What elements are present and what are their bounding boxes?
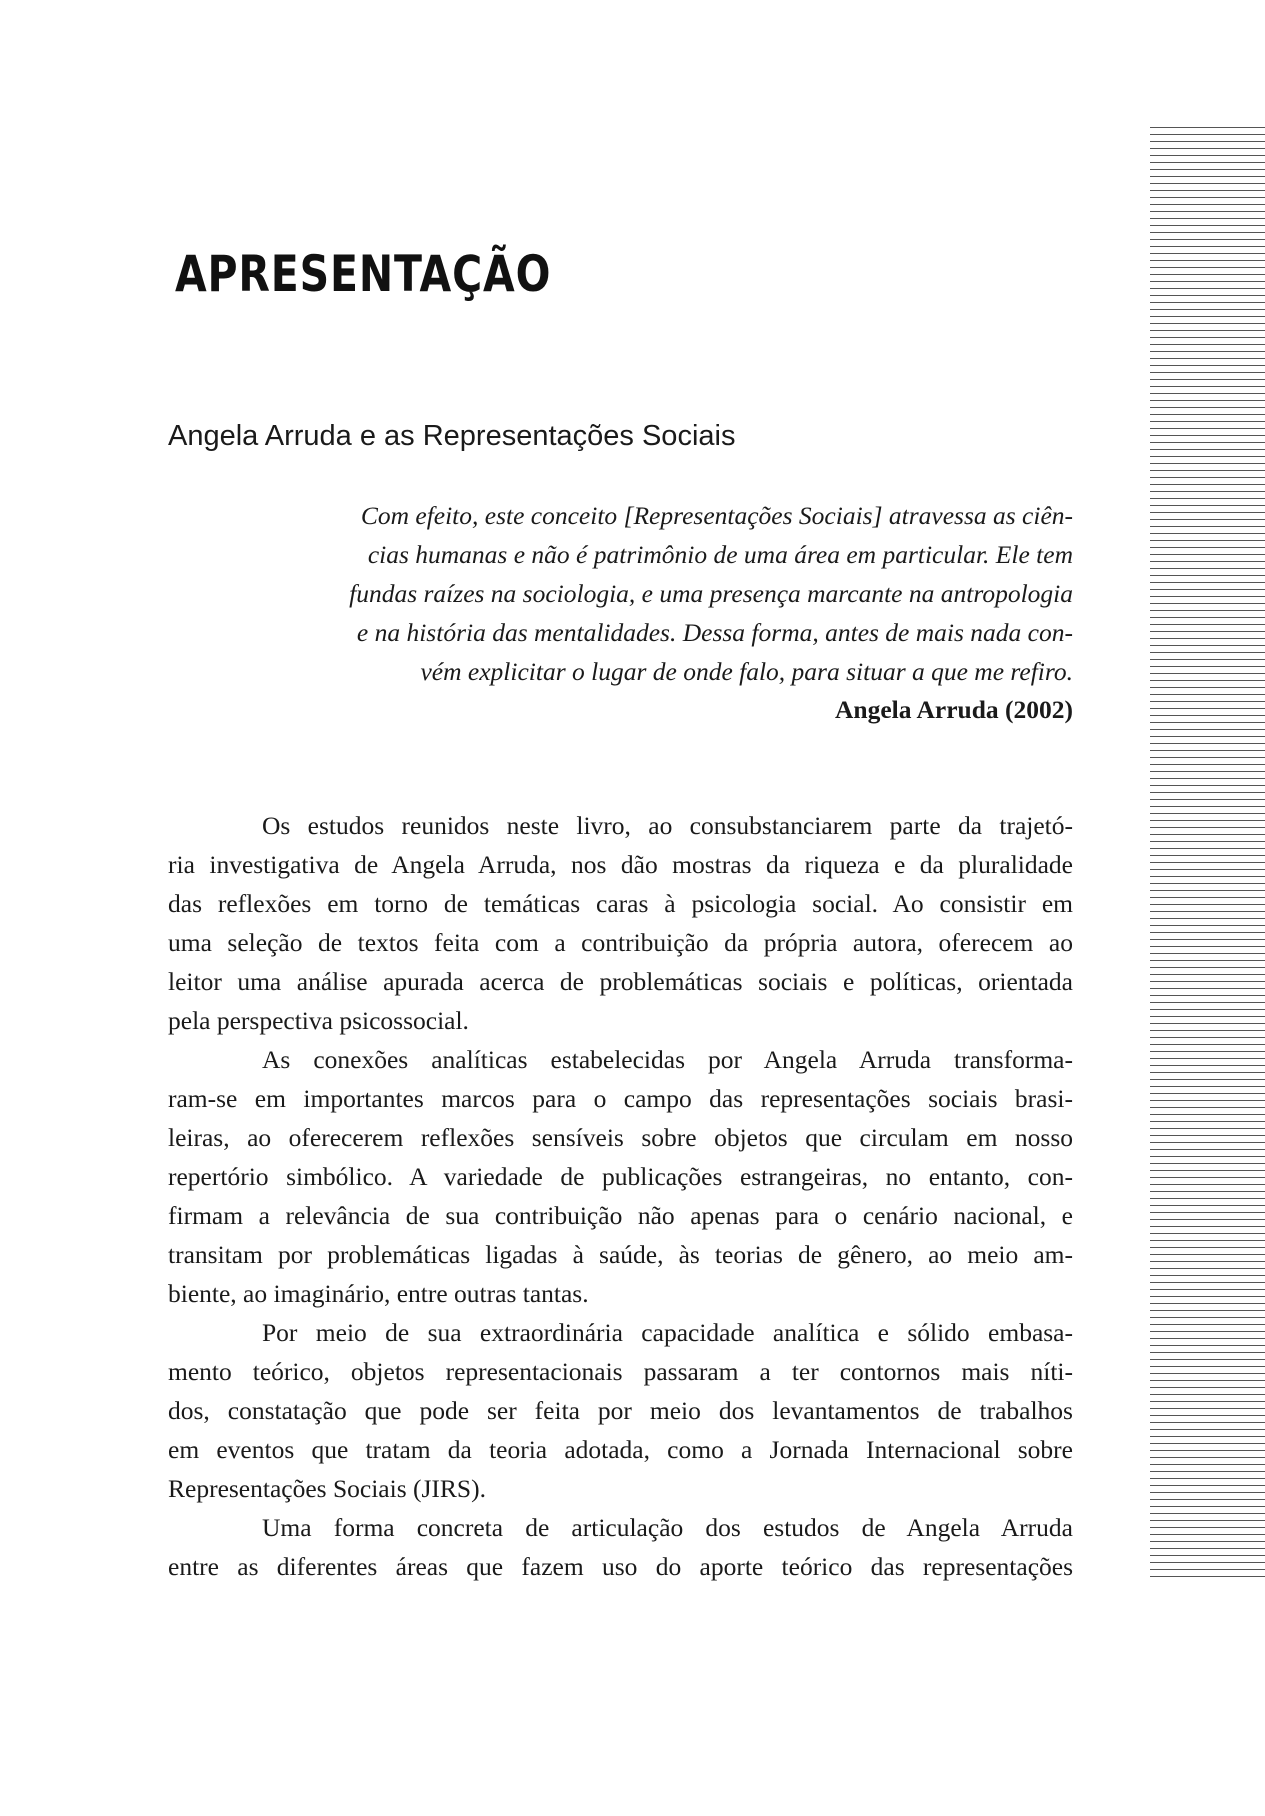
text-line: dos, constatação que pode ser feita por meio dos levantamentos de trabalhos <box>168 1396 1073 1425</box>
text-line: uma seleção de textos feita com a contribuição da própria autora, oferecem ao <box>168 928 1073 957</box>
epigraph-line: fundas raízes na sociologia, e uma presença marcante na antropologia <box>349 579 1073 608</box>
text-line: biente, ao imaginário, entre outras tantas. <box>168 1279 589 1308</box>
chapter-title: APRESENTAÇÃO <box>175 245 552 303</box>
body-text <box>168 806 1073 1586</box>
epigraph-quote <box>255 496 1073 691</box>
text-line: Uma forma concreta de articulação dos estudos de Angela Arruda <box>262 1513 1073 1542</box>
text-line: leiras, ao oferecerem reflexões sensíveis sobre objetos que circulam em nosso <box>168 1123 1073 1152</box>
epigraph-line: e na história das mentalidades. Dessa forma, antes de mais nada con- <box>356 618 1073 647</box>
epigraph-line: Com efeito, este conceito [Representações Sociais] atravessa as ciên- <box>360 501 1073 530</box>
text-line: pela perspectiva psicossocial. <box>168 1006 469 1035</box>
text-line: mento teórico, objetos representacionais passaram a ter contornos mais níti- <box>168 1357 1073 1386</box>
text-line: ria investigativa de Angela Arruda, nos dão mostras da riqueza e da pluralidade <box>168 850 1073 879</box>
text-line: entre as diferentes áreas que fazem uso do aporte teórico das representações <box>168 1552 1073 1581</box>
epigraph-line: cias humanas e não é patrimônio de uma área em particular. Ele tem <box>367 540 1073 569</box>
text-line: repertório simbólico. A variedade de publicações estrangeiras, no entanto, con- <box>168 1162 1073 1191</box>
epigraph-line: vém explicitar o lugar de onde falo, para situar a que me refiro. <box>420 657 1073 686</box>
paragraph <box>168 1313 1073 1508</box>
text-line: Por meio de sua extraordinária capacidade analítica e sólido embasa- <box>262 1318 1073 1347</box>
text-line: As conexões analíticas estabelecidas por Angela Arruda transforma- <box>262 1045 1073 1074</box>
text-line: Os estudos reunidos neste livro, ao consubstanciarem parte da trajetó- <box>262 811 1073 840</box>
paragraph <box>168 1040 1073 1313</box>
text-line: leitor uma análise apurada acerca de problemáticas sociais e políticas, orientada <box>168 967 1073 996</box>
epigraph-author: Angela Arruda (2002) <box>835 695 1073 724</box>
text-line: ram-se em importantes marcos para o campo das representações sociais brasi- <box>168 1084 1073 1113</box>
text-line: das reflexões em torno de temáticas caras à psicologia social. Ao consistir em <box>168 889 1073 918</box>
text-line: Representações Sociais (JIRS). <box>168 1474 486 1503</box>
striped-margin-band <box>1150 127 1265 1579</box>
text-line: em eventos que tratam da teoria adotada, como a Jornada Internacional sobre <box>168 1435 1073 1464</box>
paragraph <box>168 806 1073 1040</box>
text-line: transitam por problemáticas ligadas à saúde, às teorias de gênero, ao meio am- <box>168 1240 1073 1269</box>
text-line: firmam a relevância de sua contribuição não apenas para o cenário nacional, e <box>168 1201 1073 1230</box>
section-title: Angela Arruda e as Representações Sociais <box>168 420 736 452</box>
paragraph <box>168 1508 1073 1586</box>
